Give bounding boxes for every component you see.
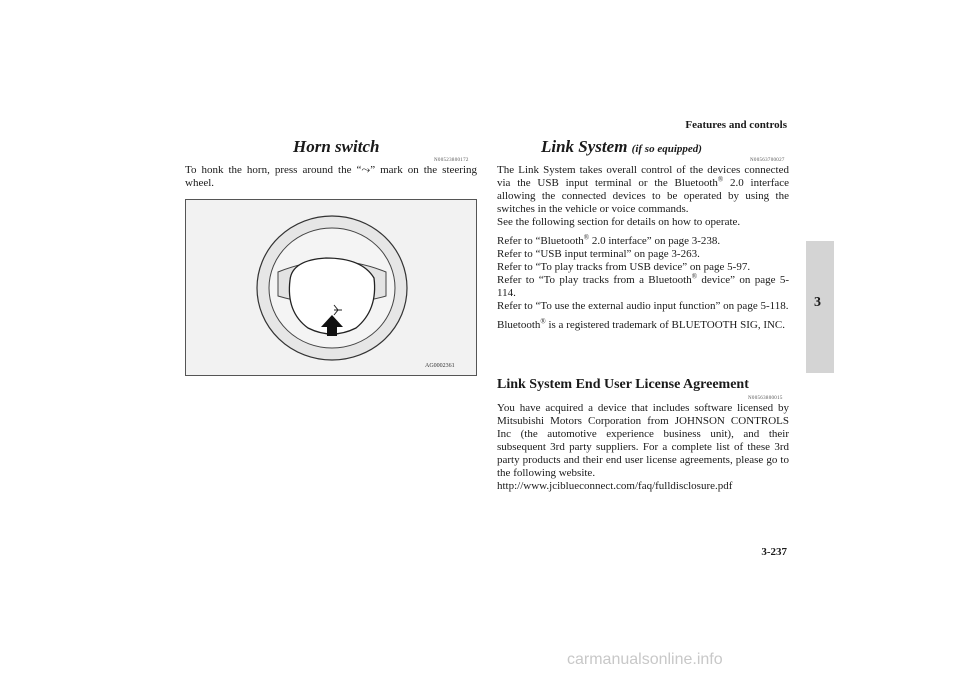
chapter-tab [806,241,834,373]
horn-symbol-icon: ⤳ [361,164,371,176]
ref-external-audio: Refer to “To use the external audio input function” on page 5-118. [497,300,789,312]
license-body [497,402,789,493]
figure-label: AG0002361 [425,363,455,369]
chapter-number: 3 [814,295,821,310]
license-section-code: N00563800015 [748,396,783,401]
steering-wheel-icon [186,200,476,375]
license-url: http://www.jciblueconnect.com/faq/fulldisclosure.pdf [497,480,733,492]
horn-switch-title: Horn switch [293,137,380,156]
horn-instruction: To honk the horn, press around the “⤳” mark on the steering wheel. [185,164,478,189]
link-see-following: See the following section for details on how to operate. [497,216,741,228]
watermark: carmanualsonline.info [567,651,723,668]
page-number: 3-237 [761,546,787,558]
ref-usb: Refer to “USB input terminal” on page 3-263. [497,248,700,260]
ref-usb-tracks: Refer to “To play tracks from USB device” on page 5-97. [497,261,751,273]
link-system-title: Link System (if so equipped) [541,137,702,156]
trademark-note: Bluetooth® is a registered trademark of BLUETOOTH SIG, INC. [497,317,786,331]
link-system-body [497,164,789,332]
ref-bluetooth: Refer to “Bluetooth® 2.0 interface” on page 3-238. [497,233,721,247]
license-title: Link System End User License Agreement [497,377,749,392]
link-system-qualifier: (if so equipped) [631,143,702,155]
steering-wheel-figure [185,199,477,376]
horn-section-code: N00523800172 [434,158,469,163]
ref-bt-tracks: Refer to “To play tracks from a Bluetooth® device” on page 5-114. [497,272,789,299]
running-header: Features and controls [685,119,787,131]
license-text: You have acquired a device that includes software licensed by Mitsubishi Motors Corporation from JOHNSON CONTROLS Inc (the automotive experience business unit), and their subsequent 3rd party suppliers. For a complete list of these 3rd party products and their end user license agreements, please go to the following website. [497,402,789,479]
link-intro: The Link System takes overall control of the devices connected via the USB input terminal or the Bluetooth® 2.0 interface allowing the connected devices to be operated by using the switches in the vehicle or voice commands. [497,164,790,215]
link-section-code: N00563700027 [750,158,785,163]
